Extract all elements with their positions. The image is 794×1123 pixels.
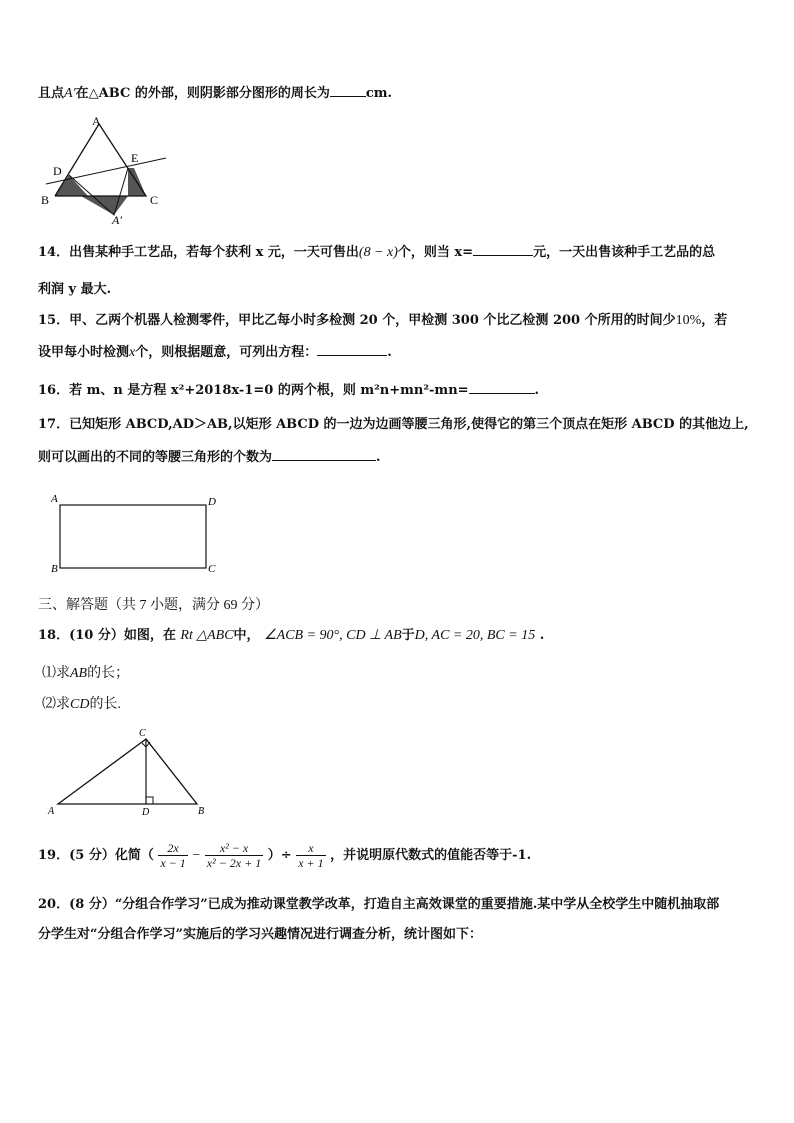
q15-text-c: 设甲每小时检测 bbox=[38, 345, 130, 360]
q14-line2: 利润 y 最大. bbox=[38, 282, 112, 297]
q18-part1-prefix: ⑴求 bbox=[42, 666, 70, 681]
q18-condition: ∠ACB = 90°, CD ⊥ AB bbox=[264, 628, 402, 643]
q13-line bbox=[38, 84, 392, 102]
label-c: C bbox=[150, 193, 159, 207]
q18-right-triangle-figure bbox=[44, 726, 216, 818]
q19-minus: − bbox=[192, 848, 201, 863]
q13-unit: cm. bbox=[365, 86, 393, 101]
q13-prefix: 且点 bbox=[38, 86, 65, 101]
q18-values: , AC = 20, BC = 15 bbox=[424, 628, 536, 643]
q15-text-e: . bbox=[387, 345, 392, 360]
q19-fraction-3 bbox=[296, 841, 325, 870]
q15-percent: 10% bbox=[675, 313, 702, 328]
q17-line1: 17．已知矩形 ABCD,AD＞AB,以矩形 ABCD 的一边为边画等腰三角形,使得它的第三个顶点在矩形 ABCD 的其他边上, bbox=[38, 417, 749, 432]
q15-answer-blank[interactable] bbox=[317, 343, 387, 356]
q18-yu: 于 bbox=[401, 628, 415, 643]
q14-text-a: 14．出售某种手工艺品，若每个获利 x 元，一天可售出 bbox=[38, 245, 359, 260]
q17-end: . bbox=[376, 450, 381, 465]
label-a: A bbox=[48, 806, 55, 817]
q18-triangle: Rt △ABC bbox=[180, 628, 234, 643]
label-b: B bbox=[198, 806, 205, 817]
label-a: A bbox=[51, 493, 58, 505]
q18-part2-suffix: 的长. bbox=[89, 697, 121, 712]
label-d: D bbox=[208, 496, 216, 508]
q15-text-b: ，若 bbox=[701, 313, 728, 328]
q19-f1-num: 2x bbox=[158, 841, 187, 856]
label-b: B bbox=[51, 563, 58, 575]
label-d: D bbox=[142, 807, 150, 818]
q15-variable: x bbox=[129, 345, 136, 360]
q19-f1-den: x − 1 bbox=[160, 856, 186, 870]
q15-text-d: 个，则根据题意，可列出方程： bbox=[135, 345, 318, 360]
q19-fraction-1 bbox=[158, 841, 187, 870]
q19-fraction-2 bbox=[205, 841, 263, 870]
q19-f2-den: x² − 2x + 1 bbox=[206, 856, 262, 870]
q20-line2: 分学生对“分组合作学习”实施后的学习兴趣情况进行调查分析，统计图如下： bbox=[38, 927, 482, 942]
right-angle-d bbox=[146, 797, 153, 804]
q13-answer-blank[interactable] bbox=[330, 84, 366, 97]
q18-part2 bbox=[42, 697, 121, 713]
q18-mid: 中， bbox=[233, 628, 260, 643]
label-e: E bbox=[131, 151, 139, 165]
q17-text: 则可以画出的不同的等腰三角形的个数为 bbox=[38, 450, 273, 465]
q17-rectangle-figure bbox=[46, 492, 226, 576]
q14-text-b: 个，则当 x= bbox=[397, 245, 474, 260]
q18-head: 18．(10 分）如图，在 bbox=[38, 628, 176, 643]
q19-close: ）÷ bbox=[267, 848, 292, 863]
q13-text: 在△ABC 的外部，则阴影部分图形的周长为 bbox=[75, 86, 330, 101]
q16-text: 16．若 m、n 是方程 x²+2018x-1=0 的两个根，则 m²n+mn²-mn= bbox=[38, 383, 469, 398]
q13-point: A′ bbox=[64, 86, 76, 101]
q19-head: 19．(5 分）化简（ bbox=[38, 848, 154, 863]
q17-answer-blank[interactable] bbox=[272, 448, 376, 461]
q19-tail: ，并说明原代数式的值能否等于-1. bbox=[330, 848, 532, 863]
q19-f3-num: x bbox=[296, 841, 325, 856]
q20-line1: 20．(8 分）“分组合作学习”已成为推动课堂教学改革，打造自主高效课堂的重要措施.某中学从全校学生中随机抽取部 bbox=[38, 897, 720, 912]
q18-part1-suffix: 的长； bbox=[87, 666, 130, 681]
label-c: C bbox=[208, 563, 216, 575]
q15-line2 bbox=[38, 343, 392, 361]
q18-line bbox=[38, 628, 544, 644]
q18-part2-var: CD bbox=[70, 697, 90, 712]
label-a-prime: A′ bbox=[112, 213, 122, 227]
rectangle-abcd bbox=[60, 505, 206, 568]
section-3-heading: 三、解答题（共 7 小题，满分 69 分） bbox=[38, 598, 269, 613]
label-d: D bbox=[53, 164, 62, 178]
q18-part2-prefix: ⑵求 bbox=[42, 697, 70, 712]
q15-line1 bbox=[38, 313, 727, 329]
q15-text-a: 15．甲、乙两个机器人检测零件，甲比乙每小时多检测 20 个，甲检测 300 个比乙检测 200 个所用的时间少 bbox=[38, 313, 676, 328]
q19-line bbox=[38, 838, 531, 874]
q14-line1 bbox=[38, 243, 715, 261]
q19-f3-den: x + 1 bbox=[298, 856, 324, 870]
q16-line bbox=[38, 381, 539, 399]
q18-end: . bbox=[539, 628, 545, 643]
fold-line bbox=[46, 158, 166, 184]
q18-part1 bbox=[42, 666, 129, 682]
label-a: A bbox=[92, 114, 101, 128]
label-b: B bbox=[41, 193, 50, 207]
q19-f2-num: x² − x bbox=[205, 841, 263, 856]
q16-end: . bbox=[534, 383, 540, 398]
q16-answer-blank[interactable] bbox=[469, 381, 535, 394]
q13-triangle-figure bbox=[36, 112, 176, 228]
triangle-abc bbox=[58, 739, 197, 804]
label-c: C bbox=[139, 728, 146, 739]
q14-answer-blank[interactable] bbox=[473, 243, 533, 256]
q17-line2 bbox=[38, 448, 381, 466]
q18-part1-var: AB bbox=[70, 666, 88, 681]
q14-text-c: 元，一天出售该种手工艺品的总 bbox=[533, 245, 716, 260]
q14-expression: (8 − x) bbox=[358, 245, 398, 260]
q18-point-d: D bbox=[414, 628, 425, 643]
